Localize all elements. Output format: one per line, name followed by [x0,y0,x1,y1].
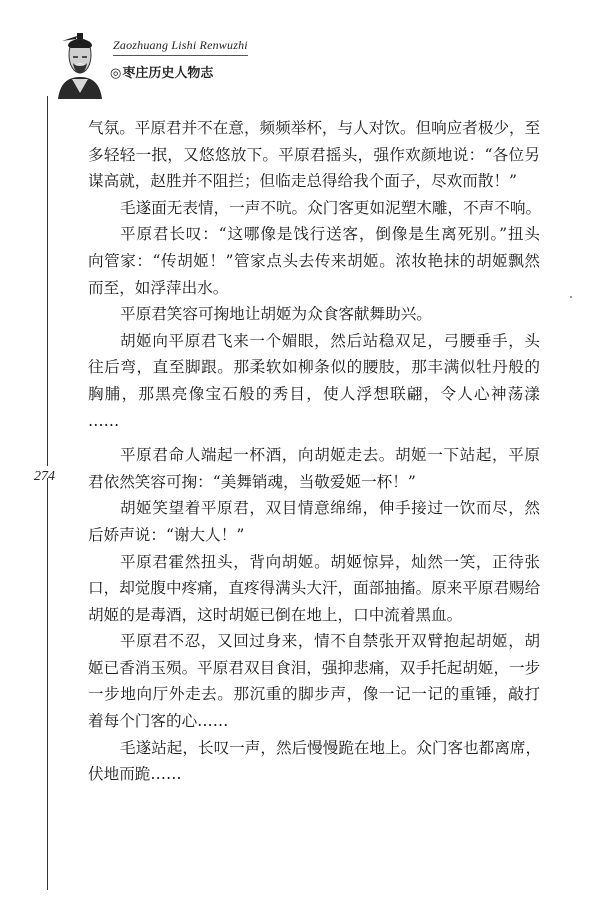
text-line: 姬已香消玉殒。平原君双目食泪，强抑悲痛，双手托起胡姬，一步 [88,658,541,677]
text-line: 平原君霍然扭头，背向胡姬。胡姬惊异，灿然一笑，正待张 [120,552,540,571]
text-line: 君依然笑容可掬：“美舞销魂，当敬爱姬一杯！” [88,472,416,491]
text-line: 伏地而跪…… [88,765,182,784]
text-line: 胸脯，那黑亮像宝石般的秀目，使人浮想联翩，令人心神荡漾 [88,384,540,403]
text-line: 一步地向厅外走去。那沉重的脚步声，像一记一记的重锤，敲打 [88,685,540,704]
circle-bullet-icon: ◎ [110,66,122,81]
margin-rule-upper [47,96,48,466]
text-line: 毛遂站起，长叹一声，然后慢慢跪在地上。众门客也都离席， [120,738,542,757]
header-title-english: Zaozhuang Lishi Renwuzhi [113,38,248,52]
header-title-chinese-text: 枣庄历史人物志 [122,66,214,81]
text-line: 气氛。平原君并不在意，频频举杯，与人对饮。但响应者极少，至 [88,119,541,137]
text-line: 平原君笑容可掬地让胡姬为众食客献舞助兴。 [120,305,432,324]
text-line: 向管家：“传胡姬！”管家点头去传来胡姬。浓妆艳抹的胡姬飘然 [88,251,540,270]
text-line: 口，却觉腹中疼痛，直疼得满头大汗，面部抽搐。原来平原君赐给 [88,579,541,598]
text-line: 平原君不忍，又回过身来，情不自禁张开双臂抱起胡姬，胡 [120,632,540,651]
text-line: 着每个门客的心…… [88,712,229,731]
page-number: 274 [34,469,55,484]
margin-rule-lower [47,478,48,890]
text-line: 而至，如浮萍出水。 [88,278,229,297]
text-line: 胡姬的是毒酒，这时胡姬已倒在地上，口中流着黑血。 [88,605,463,624]
text-line: 平原君长叹：“这哪像是饯行送客，倒像是生离死别。”扭头 [120,225,540,244]
scan-speck [570,296,572,298]
text-line: 平原君命人端起一杯酒，向胡姬走去。胡姬一下站起，平原 [120,446,540,465]
text-line: 多轻轻一抿，又悠悠放下。平原君摇头，强作欢颜地说：“各位另 [88,145,540,164]
text-line: 胡姬笑望着平原君，双目情意绵绵，伸手接过一饮而尽，然 [120,499,540,518]
text-line: …… [88,411,120,430]
historical-figure-portrait-icon [52,33,108,101]
body-text [88,115,540,788]
text-line: 谋高就，赵胜并不阻拦；但临走总得给我个面子，尽欢而散！” [88,172,518,191]
text-line: 毛遂面无表情，一声不吭。众门客更如泥塑木雕，不声不响。 [120,198,542,217]
header-title-chinese [110,62,213,81]
header-divider [113,55,248,56]
text-line: 后娇声说：“谢大人！” [88,525,245,544]
text-line: 胡姬向平原君飞来一个媚眼，然后站稳双足，弓腰垂手，头 [120,331,540,350]
text-line: 往后弯，直至脚跟。那柔软如柳条似的腰肢，那丰满似牡丹般的 [88,358,540,377]
